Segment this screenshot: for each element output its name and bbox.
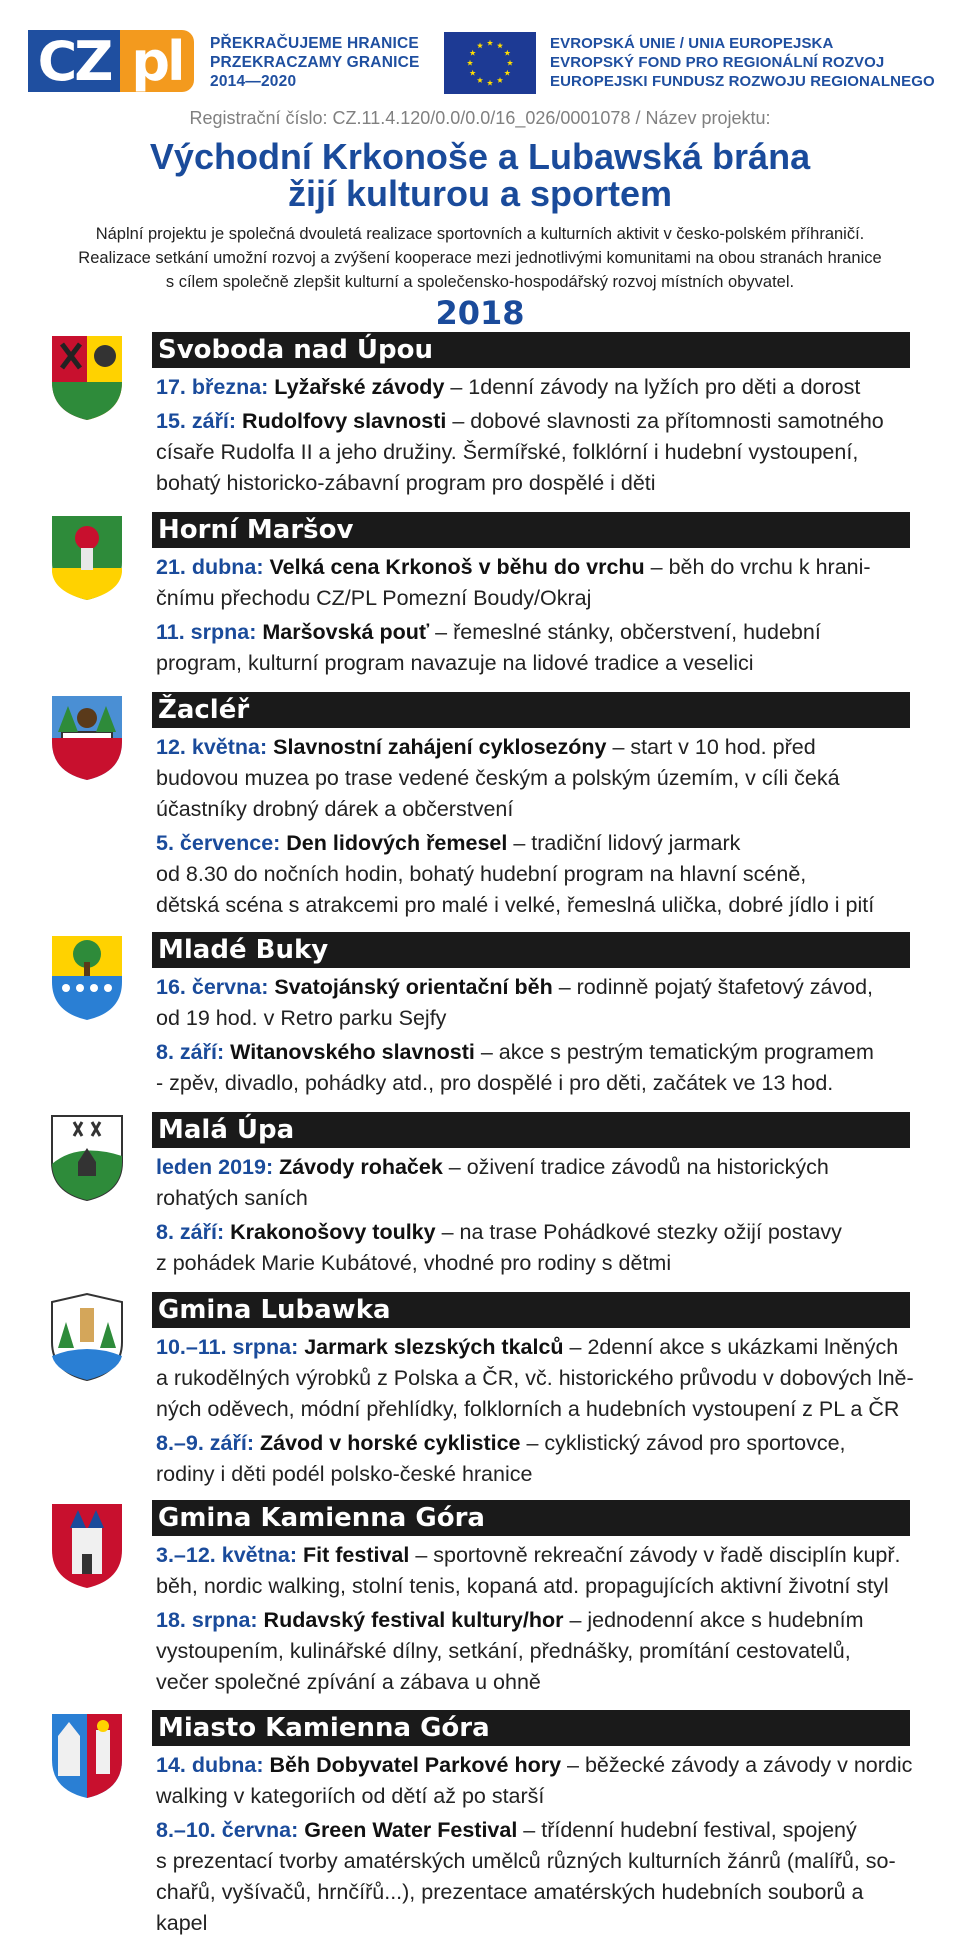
event-desc: – na trase Pohádkové stezky ožijí postavy [441, 1220, 842, 1244]
event-name: Fit festival [303, 1543, 416, 1567]
header [0, 0, 960, 110]
svoboda-crest-icon [48, 332, 126, 422]
event-desc: – běžecké závody a závody v nordic [567, 1753, 913, 1777]
eu-line: EVROPSKÁ UNIE / UNIA EUROPEJSKA [550, 35, 834, 52]
event-desc: – cyklistický závod pro sportovce, [526, 1431, 846, 1455]
event-line: čnímu přechodu CZ/PL Pomezní Boudy/Okraj [156, 586, 592, 610]
logo-cz: CZ [28, 30, 120, 92]
event-name: Závody rohaček [279, 1155, 449, 1179]
event-line [156, 406, 916, 437]
event-date: 17. března: [156, 375, 275, 399]
program-text [210, 34, 420, 91]
town-name: Gmina Lubawka [152, 1292, 910, 1328]
event-line [156, 617, 916, 648]
intro-line: Realizace setkání umožní rozvoj a zvýšení kooperace mezi jednotlivými komunitami na obou stranách hranice [78, 249, 882, 267]
event-line [156, 1815, 916, 1846]
event-item [156, 972, 916, 1034]
event-name: Běh Dobyvatel Parkové hory [269, 1753, 568, 1777]
event-line: běh, nordic walking, stolní tenis, kopaná atd. propagujících aktivní životní styl [156, 1574, 889, 1598]
event-line: a rukodělných výrobků z Polska a ČR, vč. historického průvodu v dobových lně- [156, 1366, 914, 1390]
event-line [156, 552, 916, 583]
event-item [156, 372, 916, 403]
event-item [156, 1815, 916, 1939]
event-line: od 19 hod. v Retro parku Sejfy [156, 1006, 447, 1030]
event-date: 21. dubna: [156, 555, 270, 579]
event-name: Maršovská pouť [262, 620, 436, 644]
lubawka-crest-icon [48, 1292, 126, 1382]
event-desc: – sportovně rekreační závody v řadě disciplín kupř. [415, 1543, 901, 1567]
event-date: 12. května: [156, 735, 274, 759]
event-date: 10.–11. srpna: [156, 1335, 305, 1359]
event-name: Witanovského slavnosti [230, 1040, 481, 1064]
event-line: dětská scéna s atrakcemi pro malé i velké, řemeslná ulička, dobré jídlo i pití [156, 893, 875, 917]
event-desc: – dobové slavnosti za přítomnosti samotného [452, 409, 884, 433]
event-name: Lyžařské závody [274, 375, 451, 399]
event-name: Velká cena Krkonoš v běhu do vrchu [269, 555, 651, 579]
eu-line: EVROPSKÝ FOND PRO REGIONÁLNÍ ROZVOJ [550, 54, 885, 71]
event-desc: – tradiční lidový jarmark [513, 831, 741, 855]
event-date: 8. září: [156, 1040, 231, 1064]
event-item [156, 552, 916, 614]
town-name: Mladé Buky [152, 932, 910, 968]
event-name: Svatojánský orientační běh [274, 975, 559, 999]
eu-flag-icon [444, 32, 536, 94]
event-line: rodiny i děti podél polsko-české hranice [156, 1462, 533, 1486]
gmina-kamienna-crest-icon [48, 1500, 126, 1590]
event-date: 16. června: [156, 975, 275, 999]
event-item [156, 828, 916, 921]
event-line: z pohádek Marie Kubátové, vhodné pro rodiny s dětmi [156, 1251, 672, 1275]
event-date: 14. dubna: [156, 1753, 270, 1777]
event-desc: – rodinně pojatý štafetový závod, [558, 975, 874, 999]
title-line: žijí kulturou a sportem [287, 173, 673, 214]
event-line [156, 372, 916, 403]
event-line: program, kulturní program navazuje na lidové tradice a veselici [156, 651, 754, 675]
event-desc: – řemeslné stánky, občerstvení, hudební [435, 620, 821, 644]
event-line: walking v kategoriích od dětí až po starší [156, 1784, 545, 1808]
event-desc: – běh do vrchu k hrani- [650, 555, 871, 579]
event-item [156, 732, 916, 825]
event-line [156, 1605, 916, 1636]
event-line [156, 1540, 916, 1571]
mala-upa-crest-icon [48, 1112, 126, 1202]
event-desc: – 2denní akce s ukázkami lněných [569, 1335, 899, 1359]
event-line [156, 1037, 916, 1068]
registration-number: Registrační číslo: CZ.11.4.120/0.0/0.0/16_026/0001078 / Název projektu: [189, 108, 771, 128]
event-item [156, 1605, 916, 1698]
event-item [156, 1332, 916, 1425]
event-name: Green Water Festival [304, 1818, 524, 1842]
event-line [156, 1152, 916, 1183]
event-name: Jarmark slezských tkalců [304, 1335, 570, 1359]
event-date: 8.–9. září: [156, 1431, 260, 1455]
event-line: s prezentací tvorby amatérských umělců různých kulturních žánrů (malířů, so- [156, 1849, 896, 1873]
interreg-logo [28, 30, 194, 92]
event-name: Slavnostní zahájení cyklosezóny [273, 735, 613, 759]
town-name: Svoboda nad Úpou [152, 332, 910, 368]
event-item [156, 617, 916, 679]
mlade-buky-crest-icon [48, 932, 126, 1022]
event-line: bohatý historicko-zábavní program pro dospělé i děti [156, 471, 656, 495]
event-line [156, 1428, 916, 1459]
event-item [156, 1540, 916, 1602]
event-line: ných oděvech, módní přehlídky, folklorních a hudebních vystoupení z PL a ČR [156, 1397, 900, 1421]
event-desc: – 1denní závody na lyžích pro děti a dorost [450, 375, 861, 399]
event-date: 8.–10. června: [156, 1818, 305, 1842]
event-item [156, 1750, 916, 1812]
event-date: leden 2019: [156, 1155, 280, 1179]
event-item [156, 1428, 916, 1490]
event-desc: – start v 10 hod. před [612, 735, 816, 759]
event-line: vystoupením, kulinářské dílny, setkání, přednášky, promítání cestovatelů, [156, 1639, 851, 1663]
event-name: Rudolfovy slavnosti [242, 409, 453, 433]
event-line: od 8.30 do nočních hodin, bohatý hudební program na hlavní scéně, [156, 862, 807, 886]
event-line [156, 1750, 916, 1781]
event-name: Krakonošovy toulky [230, 1220, 442, 1244]
event-name: Den lidových řemesel [286, 831, 514, 855]
event-line [156, 972, 916, 1003]
event-date: 5. července: [156, 831, 287, 855]
event-line: účastníky drobný dárek a občerstvení [156, 797, 514, 821]
eu-line: EUROPEJSKI FUNDUSZ ROZWOJU REGIONALNEGO [550, 73, 935, 90]
zacler-crest-icon [48, 692, 126, 782]
event-line [156, 1332, 916, 1363]
year-heading: 2018 [435, 294, 525, 332]
event-name: Rudavský festival kultury/hor [263, 1608, 570, 1632]
town-name: Žacléř [152, 692, 910, 728]
event-line: večer společné zpívání a zábava u ohně [156, 1670, 541, 1694]
event-line: - zpěv, divadlo, pohádky atd., pro dospělé i pro děti, začátek ve 13 hod. [156, 1071, 834, 1095]
event-line: chařů, vyšívačů, hrnčířů...), prezentace amatérských hudebních souborů a kapel [156, 1880, 864, 1935]
event-desc: – třídenní hudební festival, spojený [523, 1818, 857, 1842]
event-line [156, 828, 916, 859]
event-date: 8. září: [156, 1220, 231, 1244]
event-item [156, 1152, 916, 1214]
town-name: Malá Úpa [152, 1112, 910, 1148]
title-line: Východní Krkonoše a Lubawská brána [149, 136, 811, 177]
marsov-crest-icon [48, 512, 126, 602]
event-date: 3.–12. května: [156, 1543, 304, 1567]
event-desc: – akce s pestrým tematickým programem [480, 1040, 874, 1064]
page-title [0, 138, 960, 212]
event-line [156, 1217, 916, 1248]
town-name: Horní Maršov [152, 512, 910, 548]
event-item [156, 406, 916, 499]
town-name: Gmina Kamienna Góra [152, 1500, 910, 1536]
miasto-kamienna-crest-icon [48, 1710, 126, 1800]
intro-line: s cílem společně zlepšit kulturní a společensko-hospodářský rozvoj místních obyvatel. [165, 273, 795, 291]
program-line: PŘEKRAČUJEME HRANICE [210, 35, 419, 52]
program-line: PRZEKRACZAMY GRANICE [210, 54, 420, 71]
event-line: císaře Rudolfa II a jeho družiny. Šermířské, folklórní i hudební vystoupení, [156, 440, 859, 464]
logo-pl: pl [120, 30, 194, 92]
town-name: Miasto Kamienna Góra [152, 1710, 910, 1746]
event-name: Závod v horské cyklistice [259, 1431, 527, 1455]
event-line [156, 732, 916, 763]
event-line: rohatých saních [156, 1186, 308, 1210]
event-desc: – jednodenní akce s hudebním [569, 1608, 864, 1632]
project-intro [50, 222, 910, 294]
event-desc: – oživení tradice závodů na historických [448, 1155, 829, 1179]
eu-text [550, 34, 935, 91]
event-item [156, 1217, 916, 1279]
event-date: 18. srpna: [156, 1608, 264, 1632]
intro-line: Náplní projektu je společná dvouletá realizace sportovních a kulturních aktivit v česko-polském příhraničí. [95, 225, 865, 243]
event-date: 15. září: [156, 409, 243, 433]
event-item [156, 1037, 916, 1099]
event-date: 11. srpna: [156, 620, 263, 644]
event-line: budovou muzea po trase vedené českým a polským územím, v cíli čeká [156, 766, 840, 790]
program-line: 2014—2020 [210, 73, 297, 90]
